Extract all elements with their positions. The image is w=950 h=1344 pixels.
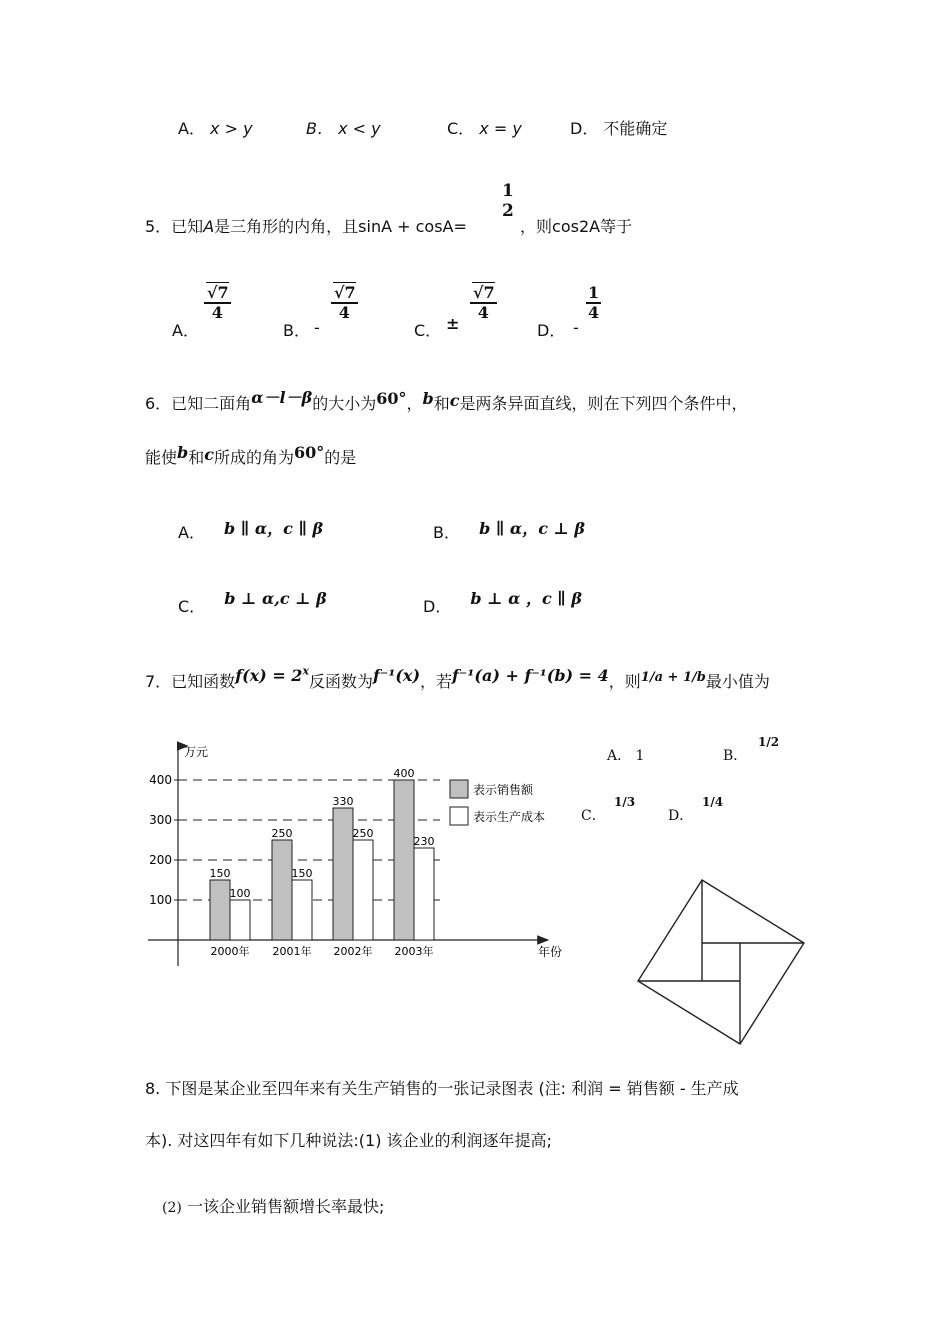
q7-option-a: A． 1 xyxy=(607,748,645,764)
q6-option-c-expr: b ⊥ α,c ⊥ β xyxy=(224,589,327,608)
q7-pre: 7．已知函数 xyxy=(145,672,236,691)
bar-sales-2 xyxy=(333,808,353,940)
q6-line1-end: 是两条异面直线，则在下列四个条件中， xyxy=(459,394,748,413)
q5-sin-cos: sinA + cosA= xyxy=(358,217,467,236)
sales-cost-bar-chart xyxy=(140,738,580,970)
q7-option-d-label: D． xyxy=(668,808,694,824)
q5-option-b-fraction xyxy=(331,284,358,323)
y-tick-label: 300 xyxy=(149,813,172,827)
bar-value-label: 100 xyxy=(229,887,251,900)
bar-sales-0 xyxy=(210,880,230,940)
q4-option-c-label: C． xyxy=(447,119,475,138)
outer-square xyxy=(638,880,804,1044)
tangram-square-figure xyxy=(630,872,815,1054)
q4-option-d xyxy=(570,116,667,139)
q5-half-fraction xyxy=(500,182,516,221)
bar-value-label: 250 xyxy=(271,827,293,840)
q4-option-c-expr: x = y xyxy=(479,119,522,138)
q6-option-d-label: D． xyxy=(423,597,452,616)
y-axis-label: 万元 xyxy=(184,745,209,759)
bar-cost-1 xyxy=(292,880,312,940)
q5-option-b-sign: - xyxy=(314,318,320,337)
q7-condition: f⁻¹(a) + f⁻¹(b) = 4 xyxy=(452,666,609,685)
bar-value-label: 150 xyxy=(209,867,231,880)
q5-option-a-label: A． xyxy=(172,321,199,340)
q5-option-a-sqrt: √7 xyxy=(207,283,229,302)
q5-option-a-den: 4 xyxy=(211,303,223,323)
q6-and: 和 xyxy=(433,394,450,413)
q5-option-b-sqrt: √7 xyxy=(334,283,356,302)
q4-option-a-label: A． xyxy=(178,119,205,138)
q6-c: c xyxy=(449,391,460,410)
x-axis-label: 年份 xyxy=(538,945,563,959)
q6-line2-c: c xyxy=(204,445,214,464)
q7-option-b-label: B． xyxy=(723,748,748,764)
q6-option-a-expr: b ∥ α，c ∥ β xyxy=(224,519,324,538)
q5-option-b-label: B． xyxy=(283,321,310,340)
q5-half-num: 1 xyxy=(502,181,514,201)
q6-line1-mid: 的大小为 xyxy=(312,394,377,413)
q6-option-c xyxy=(178,589,327,617)
q5-option-d-den: 4 xyxy=(588,303,600,323)
q7-end: 最小值为 xyxy=(705,672,770,691)
q6-option-b-label: B． xyxy=(433,523,460,542)
q4-option-d-label: D． xyxy=(570,119,599,138)
q7-option-c-label: C． xyxy=(581,808,606,824)
q5-half-den: 2 xyxy=(502,200,514,221)
q6-option-b xyxy=(433,520,585,543)
bar-value-label: 250 xyxy=(352,827,374,840)
legend-label-cost: 表示生产成本 xyxy=(473,810,546,824)
q7-stem xyxy=(145,664,770,692)
q6-option-d-expr: b ⊥ α ，c ∥ β xyxy=(470,589,582,608)
bar-sales-3 xyxy=(394,780,414,940)
bar-cost-0 xyxy=(230,900,250,940)
q6-b: b xyxy=(422,389,434,408)
q4-options xyxy=(178,116,253,139)
q5-option-a-fraction xyxy=(204,284,231,323)
q4-option-a-expr: x > y xyxy=(210,119,253,138)
q5-option-c-fraction xyxy=(470,284,497,323)
q5-stem-mid1: 是三角形的内角，且 xyxy=(214,217,359,236)
q5-option-d-sign: - xyxy=(573,318,579,337)
q5-stem xyxy=(145,214,467,237)
q5-var-a: A xyxy=(203,217,215,236)
bar-value-label: 330 xyxy=(332,795,354,808)
q5-option-c-sqrt: √7 xyxy=(473,283,495,302)
q6-line2-pre: 能使 xyxy=(145,448,178,467)
q5-stem-pre: 5．已知 xyxy=(145,217,204,236)
bar-value-label: 230 xyxy=(413,835,435,848)
q5-option-b-den: 4 xyxy=(338,303,350,323)
bar-value-label: 150 xyxy=(291,867,313,880)
q6-line-2 xyxy=(145,445,356,468)
q6-comma: ， xyxy=(406,394,423,413)
legend-swatch-cost xyxy=(450,807,468,825)
q8-line3-num: (2) xyxy=(162,1200,182,1216)
bar-sales-1 xyxy=(272,840,292,940)
chart-bars xyxy=(210,767,435,958)
y-tick-label: 100 xyxy=(149,893,172,907)
q5-option-d-num: 1 xyxy=(586,284,601,304)
y-tick-label: 400 xyxy=(149,773,172,787)
q6-option-a xyxy=(178,520,323,543)
q4-option-b xyxy=(306,116,381,139)
q7-mid2: ，若 xyxy=(420,672,453,691)
x-category-label: 2002年 xyxy=(333,945,373,958)
q5-option-c-sign: ± xyxy=(446,314,460,333)
bar-cost-2 xyxy=(353,840,373,940)
q7-option-c-frac: 1/3 xyxy=(614,795,636,809)
q7-func-exp: x xyxy=(302,664,309,678)
y-tick-label: 200 xyxy=(149,853,172,867)
q7-inverse: f⁻¹(x) xyxy=(373,666,421,685)
q6-dihedral: α－l－β xyxy=(251,388,313,407)
q8-line3-text: 一该企业销售额增长率最快; xyxy=(186,1197,385,1216)
q7-mid3: ，则 xyxy=(608,672,641,691)
q6-option-d xyxy=(423,589,582,617)
q7-func-text: f(x) = 2 xyxy=(235,666,303,685)
q5-option-c-den: 4 xyxy=(477,303,489,323)
q7-option-b-frac: 1/2 xyxy=(758,735,780,749)
q6-line2-end: 的是 xyxy=(324,448,357,467)
q8-line-2: 本). 对这四年有如下几种说法:(1) 该企业的利润逐年提高; xyxy=(145,1131,552,1150)
q6-line-1 xyxy=(145,388,748,414)
q5-option-c-label: C． xyxy=(414,321,442,340)
q8-line-3 xyxy=(162,1194,384,1217)
q6-line1-pre: 6．已知二面角 xyxy=(145,394,252,413)
q6-line2-mid: 所成的角为 xyxy=(213,448,294,467)
q6-angle: 60° xyxy=(376,389,407,408)
x-category-label: 2000年 xyxy=(210,945,250,958)
q4-option-d-text: 不能确定 xyxy=(603,119,668,138)
q6-option-a-label: A． xyxy=(178,523,205,542)
q8-line-1: 8. 下图是某企业至四年来有关生产销售的一张记录图表 (注: 利润 = 销售额 - 生产成 xyxy=(145,1079,739,1098)
q6-line2-angle: 60° xyxy=(293,443,325,462)
legend-swatch-sales xyxy=(450,780,468,798)
q4-option-b-label: B． xyxy=(306,119,333,138)
bar-cost-3 xyxy=(414,848,434,940)
x-category-label: 2003年 xyxy=(394,945,434,958)
q7-func xyxy=(235,666,309,685)
bar-value-label: 400 xyxy=(393,767,415,780)
q5-option-d-fraction xyxy=(586,284,601,323)
x-category-label: 2001年 xyxy=(272,945,312,958)
q5-option-d-label: D． xyxy=(537,321,566,340)
q5-cos2a: cos2A xyxy=(552,217,601,236)
q5-stem-mid2: ，则 xyxy=(520,217,553,236)
y-tick-labels xyxy=(149,773,178,907)
chart-legend xyxy=(450,780,545,825)
q7-expression: 1/a + 1/b xyxy=(640,670,706,685)
q6-line2-and: 和 xyxy=(188,448,205,467)
q6-option-b-expr: b ∥ α，c ⊥ β xyxy=(479,519,586,538)
q7-option-d-frac: 1/4 xyxy=(702,795,724,809)
q4-option-b-expr: x < y xyxy=(338,119,381,138)
legend-label-sales: 表示销售额 xyxy=(473,783,534,797)
q7-mid1: 反函数为 xyxy=(309,672,374,691)
q6-line2-b: b xyxy=(177,443,189,462)
q6-option-c-label: C． xyxy=(178,597,206,616)
q5-stem-end-text: 等于 xyxy=(600,217,633,236)
q5-stem-end xyxy=(520,214,632,237)
q4-option-c xyxy=(447,116,522,139)
